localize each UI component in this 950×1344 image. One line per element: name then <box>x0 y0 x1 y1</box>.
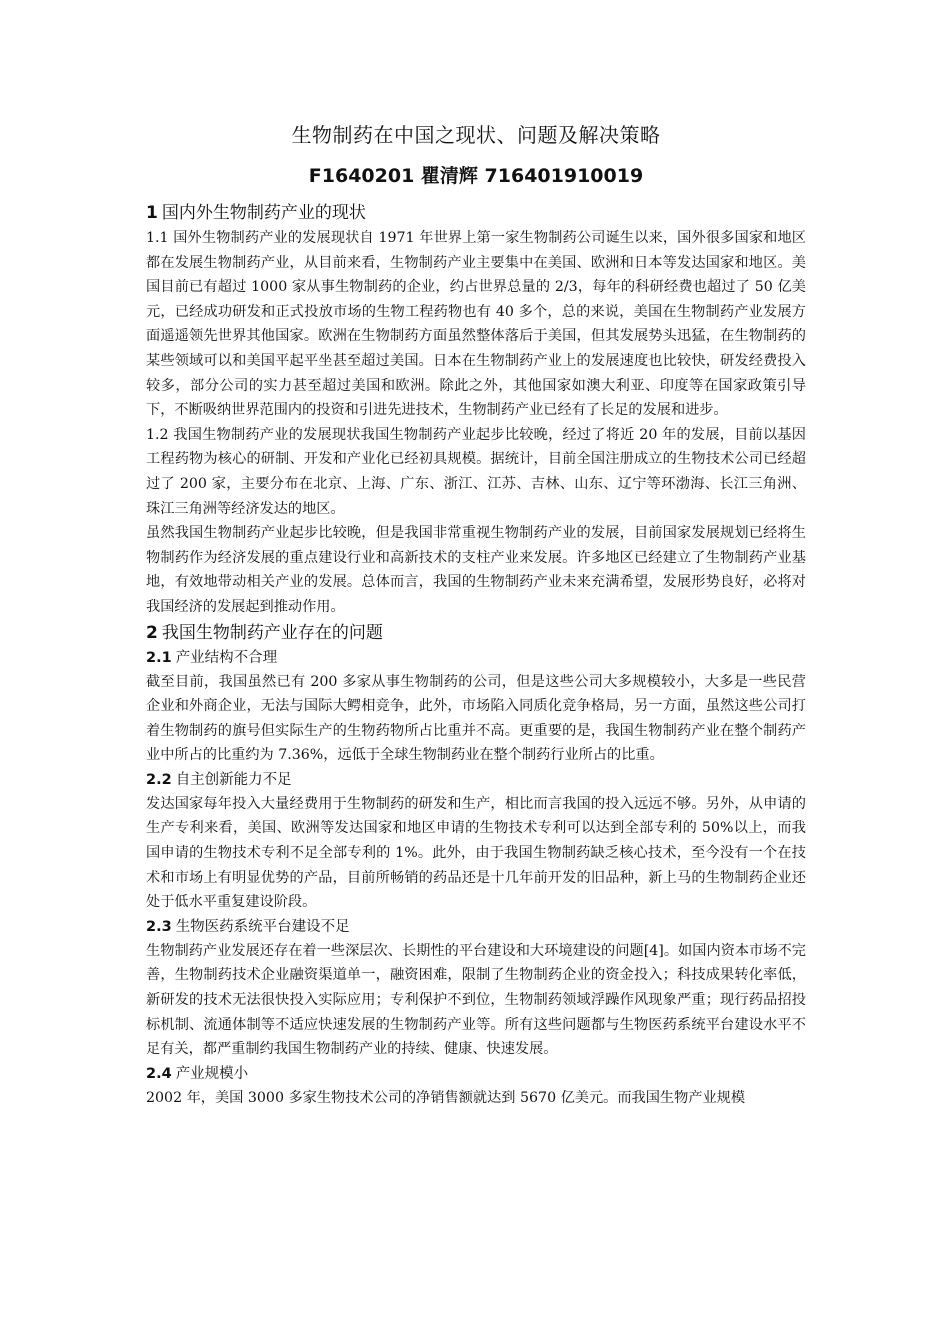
subsection-2-4-heading <box>146 1062 806 1086</box>
subsection-2-1-number: 2.1 <box>146 649 172 666</box>
subsection-2-1-heading <box>146 646 806 670</box>
subsection-2-4-title: 产业规模小 <box>175 1065 249 1082</box>
subsection-2-2-number: 2.2 <box>146 771 172 788</box>
section-2-title: 我国生物制药产业存在的问题 <box>161 622 383 643</box>
author-line: F1640201 瞿清辉 716401910019 <box>308 165 644 187</box>
subsection-2-1-title: 产业结构不合理 <box>175 649 278 666</box>
subsection-2-3-title: 生物医药系统平台建设不足 <box>175 918 350 935</box>
subsection-2-4-number: 2.4 <box>146 1065 172 1082</box>
section-2-number: 2 <box>146 622 158 643</box>
section-1-title: 国内外生物制药产业的现状 <box>161 203 366 223</box>
section-2-heading <box>146 620 806 646</box>
paragraph-2-3: 生物制药产业发展还存在着一些深层次、长期性的平台建设和大环境建设的问题[4]。如国内资本市场不完善，生物制药技术企业融资渠道单一，融资困难，限制了生物制药企业的资金投入；科技成果转化率低，新研发的技术无法很快投入实际应用；专利保护不到位，生物制药领域浮躁作风现象严重；现行药品招投标机制、流通体制等不适应快速发展的生物制药产业等。所有这些问题都与生物医药系统平台建设水平不足有关，都严重制约我国生物制药产业的持续、健康、快速发展。 <box>146 942 806 1058</box>
section-1-heading <box>146 200 806 226</box>
paragraph-1-1: 1.1 国外生物制药产业的发展现状自 1971 年世界上第一家生物制药公司诞生以来，国外很多国家和地区都在发展生物制药产业，从目前来看，生物制药产业主要集中在美国、欧洲和日本等发达国家和地区。美国目前已有超过 1000 家从事生物制药的企业，约占世界总量的 2/3，每年的科研经费也超过了 50 亿美元，已经成功研发和正式投放市场的生物工程药物也有 40 多个，总的来说，美国在生物制药产业发展方面遥遥领先世界其他国家。欧洲在生物制药方面虽然整体落后于美国，但其发展势头迅猛，在生物制药的某些领域可以和美国平起平坐甚至超过美国。日本在生物制药产业上的发展速度也比较快，研发经费投入较多，部分公司的实力甚至超过美国和欧洲。除此之外，其他国家如澳大利亚、印度等在国家政策引导下，不断吸纳世界范围内的投资和引进先进技术，生物制药产业已经有了长足的发展和进步。 <box>146 230 806 419</box>
paragraph-2-4: 2002 年，美国 3000 多家生物技术公司的净销售额就达到 5670 亿美元。而我国生物产业规模 <box>146 1089 746 1106</box>
paragraph-1-3: 虽然我国生物制药产业起步比较晚，但是我国非常重视生物制药产业的发展，目前国家发展规划已经将生物制药作为经济发展的重点建设行业和高新技术的支柱产业来发展。许多地区已经建立了生物制药产业基地，有效地带动相关产业的发展。总体而言，我国的生物制药产业未来充满希望，发展形势良好，必将对我国经济的发展起到推动作用。 <box>146 525 806 615</box>
subsection-2-3-number: 2.3 <box>146 918 172 935</box>
paragraph-1-2: 1.2 我国生物制药产业的发展现状我国生物制药产业起步比较晚，经过了将近 20 年的发展，目前以基因工程药物为核心的研制、开发和产业化已经初具规模。据统计，目前全国注册成立的生物技术公司已经超过了 200 家，主要分布在北京、上海、广东、浙江、江苏、吉林、山东、辽宁等环渤海、长江三角洲、珠江三角洲等经济发达的地区。 <box>146 426 806 517</box>
subsection-2-3-heading <box>146 915 806 939</box>
document-title: 生物制药在中国之现状、问题及解决策略 <box>291 123 661 147</box>
subsection-2-2-title: 自主创新能力不足 <box>175 771 292 788</box>
document-page <box>146 118 806 1110</box>
paragraph-2-2: 发达国家每年投入大量经费用于生物制药的研发和生产，相比而言我国的投入远远不够。另外，从申请的生产专利来看，美国、欧洲等发达国家和地区申请的生物技术专利可以达到全部专利的 50%以上，而我国申请的生物技术专利不足全部专利的 1%。此外，由于我国生物制药缺乏核心技术，至今没有一个在技术和市场上有明显优势的产品，目前所畅销的药品还是十几年前开发的旧品种，新上马的生物制药企业还处于低水平重复建设阶段。 <box>146 795 806 911</box>
section-1-number: 1 <box>146 203 158 223</box>
subsection-2-2-heading <box>146 768 806 792</box>
paragraph-2-1: 截至目前，我国虽然已有 200 多家从事生物制药的公司，但是这些公司大多规模较小，大多是一些民营企业和外商企业，无法与国际大鳄相竞争，此外，市场陷入同质化竞争格局，另一方面，虽然这些公司打着生物制药的旗号但实际生产的生物药物所占比重并不高。更重要的是，我国生物制药产业在整个制药产业中所占的比重约为 7.36%，远低于全球生物制药业在整个制药行业所占的比重。 <box>146 673 806 764</box>
